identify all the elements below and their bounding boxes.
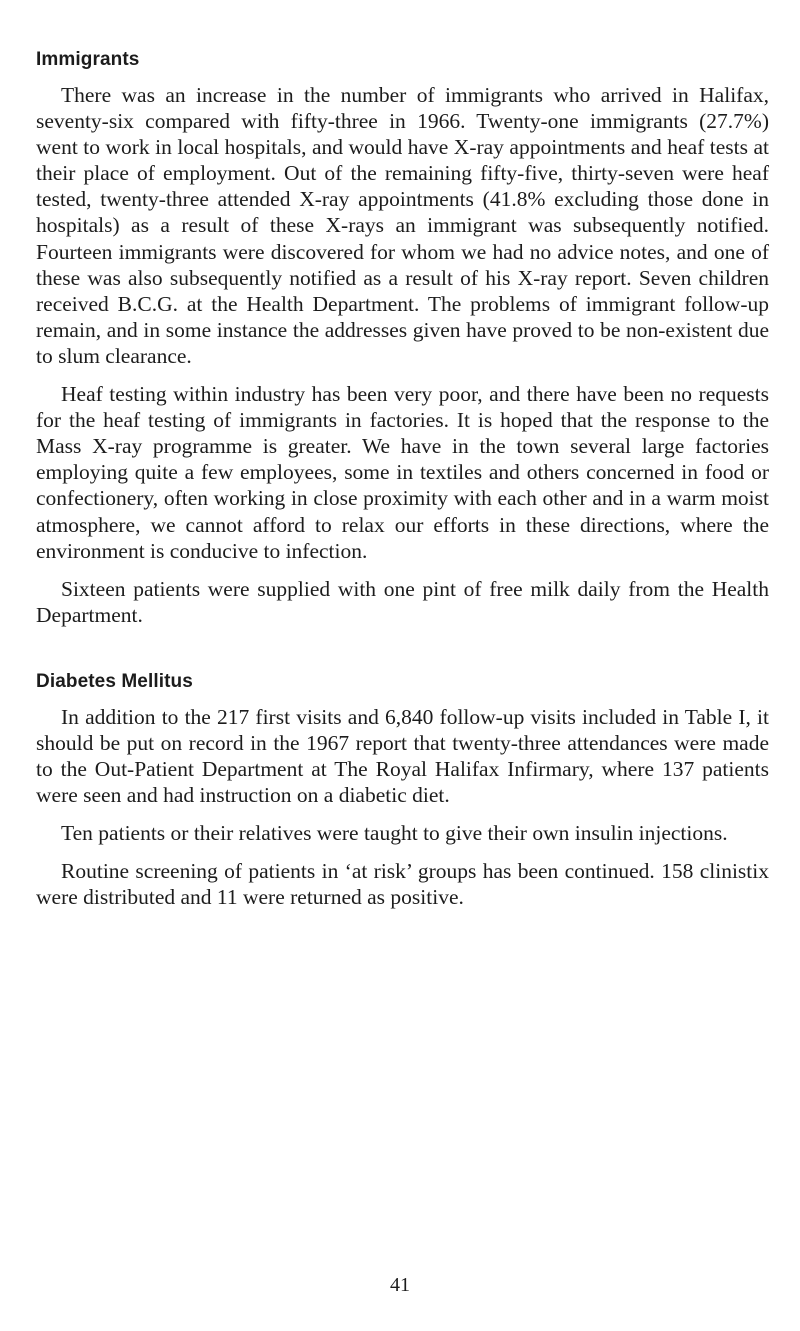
page-number: 41 (390, 1274, 410, 1296)
paragraph: Routine screening of patients in ‘at risk’ groups has been continued. 158 clinistix were distributed and 11 were returned as positive. (36, 859, 769, 910)
paragraph: Sixteen patients were supplied with one pint of free milk daily from the Health Department. (36, 576, 769, 627)
section-heading: Immigrants (36, 49, 140, 70)
paragraph: In addition to the 217 first visits and 6,840 follow-up visits included in Table I, it should be put on record in the 1967 report that twenty-three attendances were made to the Out-Patient Department at The Royal Halifax Infirmary, where 137 patients were seen and had instruction on a diabetic diet. (36, 704, 769, 808)
section-divider-space (36, 640, 769, 670)
section-diabetes-mellitus (36, 670, 769, 911)
paragraph: There was an increase in the number of immigrants who arrived in Halifax, seventy-six compared with fifty-three in 1966. Twenty-one immigrants (27.7%) went to work in local hospitals, and would have X-ray appointments and heaf tests at their place of employment. Out of the remaining fifty-five, thirty-seven were heaf tested, twenty-three attended X-ray appointments (41.8% excluding those done in hospitals) as a result of these X-rays an immigrant was subsequently notified. Fourteen immigrants were discovered for whom we had no advice notes, and one of these was also subsequently notified as a result of his X-ray report. Seven children received B.C.G. at the Health Department. The problems of immigrant follow-up remain, and in some instance the addresses given have proved to be non-existent due to slum clearance. (36, 83, 769, 368)
section-heading: Diabetes Mellitus (36, 670, 193, 692)
section-immigrants (36, 48, 769, 628)
paragraph: Ten patients or their relatives were taught to give their own insulin injections. (61, 821, 728, 846)
document-page (36, 48, 769, 923)
paragraph: Heaf testing within industry has been very poor, and there have been no requests for the heaf testing of immigrants in factories. It is hoped that the response to the Mass X-ray programme is greater. We have in the town several large factories employing quite a few employees, some in textiles and others concerned in food or confectionery, often working in close proximity with each other and in a warm moist atmosphere, we cannot afford to relax our efforts in these directions, where the environment is conducive to infection. (36, 382, 769, 563)
